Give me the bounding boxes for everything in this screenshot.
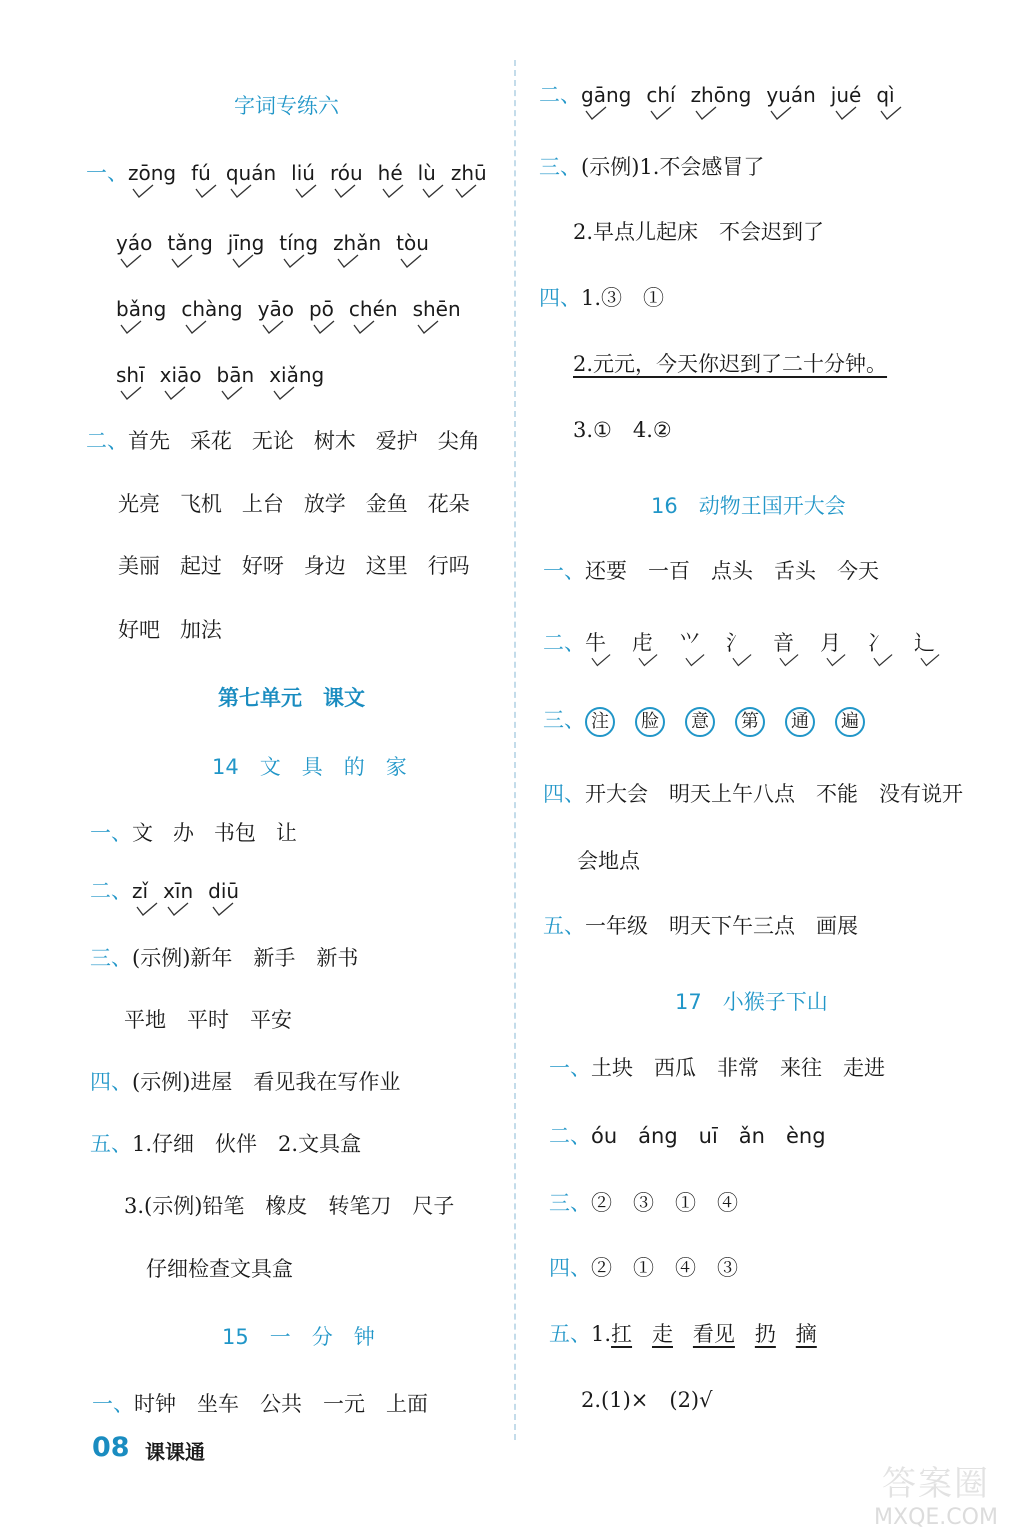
pinyin-answer: xīn — [163, 878, 193, 904]
pinyin-answer: fú — [191, 160, 211, 186]
word-answer: 首先 — [128, 429, 170, 453]
l17-q4: 四、② ① ④ ③ — [549, 1256, 738, 1280]
l16-q4: 四、开大会 明天上午八点 不能 没有说开 — [543, 782, 963, 806]
r-q4-cont2: 3.① 4.② — [573, 418, 672, 442]
right-column — [515, 0, 1026, 1536]
radical-answer: 音 — [773, 630, 794, 656]
check-mark-icon — [185, 320, 207, 334]
watermark — [846, 1456, 1026, 1536]
circled-character: 意 — [685, 707, 715, 737]
circled-character: 注 — [585, 707, 615, 737]
pinyin-answer: zhōng — [691, 82, 752, 108]
l14-q5-cont2: 仔细检查文具盒 — [146, 1257, 293, 1281]
l17-q5-cont: 2.(1)× (2)√ — [581, 1388, 713, 1412]
check-mark-icon — [120, 320, 142, 334]
pinyin-answer: shī — [116, 362, 145, 388]
q2-row-1 — [86, 428, 500, 454]
l14-q1: 一、文 办 书包 让 — [90, 821, 297, 845]
check-mark-icon — [353, 320, 375, 334]
underlined-word: 扔 — [754, 1322, 776, 1346]
check-mark-icon — [230, 184, 252, 198]
check-mark-icon — [313, 320, 335, 334]
check-mark-icon — [273, 386, 295, 400]
q2-row-2 — [118, 491, 490, 517]
l15-q1: 一、时钟 坐车 公共 一元 上面 — [92, 1392, 428, 1416]
check-mark-icon — [136, 902, 158, 916]
pinyin-answer: pō — [309, 296, 334, 322]
pinyin-answer: liú — [291, 160, 315, 186]
pinyin-answer: xiāo — [160, 362, 202, 388]
circled-character: 遍 — [835, 707, 865, 737]
check-mark-icon — [732, 653, 752, 667]
pinyin-answer: jué — [831, 82, 862, 108]
check-mark-icon — [826, 653, 846, 667]
check-mark-icon — [779, 653, 799, 667]
word-answer: 好呀 — [241, 554, 284, 578]
word-answer: 书包 — [213, 821, 256, 845]
pinyin-answer: shēn — [413, 296, 461, 322]
pinyin-answer: diū — [208, 878, 239, 904]
check-mark-icon — [591, 653, 611, 667]
check-mark-icon — [920, 653, 940, 667]
check-mark-icon — [132, 184, 154, 198]
pinyin-answer: tǎng — [167, 230, 212, 256]
pinyin-answer: jīng — [228, 230, 264, 256]
practice-heading: 字词专练六 — [234, 94, 339, 118]
q1-label: 一、 — [86, 161, 128, 185]
word-answer: 行吗 — [427, 554, 470, 578]
pinyin-answer: zhū — [451, 160, 487, 186]
pinyin-answer: bān — [217, 362, 255, 388]
l14-q3-cont: 平地 平时 平安 — [124, 1008, 292, 1032]
q1-row-4 — [116, 362, 339, 388]
pinyin-answer: yuán — [766, 82, 815, 108]
pinyin-answer: chén — [349, 296, 398, 322]
lesson-16-heading: 16 动物王国开大会 — [651, 494, 846, 518]
circled-character: 脸 — [635, 707, 665, 737]
pinyin-answer: hé — [378, 160, 403, 186]
radical-answer: 牛 — [585, 630, 606, 656]
book-title: 课课通 — [145, 1440, 205, 1464]
check-mark-icon — [685, 653, 705, 667]
q1-row-2 — [116, 230, 444, 256]
pinyin-answer: zǐ — [132, 878, 148, 904]
pinyin-answer: quán — [226, 160, 276, 186]
word-answer: 身边 — [303, 554, 346, 578]
l16-q2: 二、牛 虍 ⺍ 氵 音 月 冫 辶 — [543, 630, 961, 656]
l16-q4-cont: 会地点 — [577, 849, 640, 873]
pinyin-answer: tíng — [279, 230, 318, 256]
pinyin-answer: róu — [330, 160, 363, 186]
pinyin-answer: tòu — [396, 230, 429, 256]
word-answer: 花朵 — [427, 492, 470, 516]
check-mark-icon — [400, 254, 422, 268]
pinyin-answer: chí — [646, 82, 675, 108]
word-answer: 起过 — [179, 554, 222, 578]
unit-heading: 第七单元 课文 — [218, 686, 365, 710]
check-mark-icon — [120, 386, 142, 400]
check-mark-icon — [770, 106, 792, 120]
check-mark-icon — [873, 653, 893, 667]
pinyin-answer: yāo — [258, 296, 294, 322]
check-mark-icon — [382, 184, 404, 198]
q1-row-1 — [86, 160, 502, 186]
l14-q4: 四、(示例)进屋 看见我在写作业 — [90, 1070, 401, 1094]
check-mark-icon — [650, 106, 672, 120]
underlined-word: 扛 — [611, 1322, 633, 1346]
circled-character: 第 — [735, 707, 765, 737]
lesson-14-heading: 14 文 具 的 家 — [212, 755, 407, 779]
check-mark-icon — [283, 254, 305, 268]
lesson-17-heading: 17 小猴子下山 — [675, 990, 828, 1014]
lesson-15-heading: 15 一 分 钟 — [222, 1325, 375, 1349]
l16-q1: 一、还要 一百 点头 舌头 今天 — [543, 559, 879, 583]
pinyin-answer: gāng — [581, 82, 631, 108]
word-answer: 爱护 — [375, 429, 418, 453]
word-answer: 光亮 — [118, 492, 160, 516]
check-mark-icon — [295, 184, 317, 198]
check-mark-icon — [417, 320, 439, 334]
radical-answer: 虍 — [632, 630, 653, 656]
pinyin-answer: xiǎng — [269, 362, 324, 388]
radical-answer: 冫 — [867, 630, 888, 656]
check-mark-icon — [171, 254, 193, 268]
r-q3: 三、(示例)1.不会感冒了 — [539, 155, 765, 179]
check-mark-icon — [232, 254, 254, 268]
l17-q1: 一、土块 西瓜 非常 来往 走进 — [549, 1056, 885, 1080]
r-q4-cont: 2.元元，今天你迟到了二十分钟。 — [573, 352, 888, 376]
watermark-url: MXQE.COM — [874, 1505, 998, 1530]
check-mark-icon — [455, 184, 477, 198]
word-answer: 无论 — [251, 429, 294, 453]
word-answer: 采花 — [189, 429, 232, 453]
check-mark-icon — [334, 184, 356, 198]
l17-q5: 五、1.扛 走 看见 扔 摘 — [549, 1322, 817, 1346]
check-mark-icon — [422, 184, 444, 198]
check-mark-icon — [167, 902, 189, 916]
r-q2: 二、gāng chí zhōng yuán jué qì — [539, 82, 910, 108]
q2-row-3 — [118, 553, 490, 579]
check-mark-icon — [835, 106, 857, 120]
q2-label: 二、 — [86, 429, 128, 453]
l14-q2: 二、zǐ xīn diū — [90, 878, 254, 904]
check-mark-icon — [695, 106, 717, 120]
word-answer: 这里 — [365, 554, 408, 578]
radical-answer: 辶 — [914, 630, 935, 656]
q1-row-3 — [116, 296, 476, 322]
l14-q3: 三、(示例)新年 新手 新书 — [90, 946, 359, 970]
watermark-logo: 答案圈 — [882, 1464, 990, 1504]
word-answer: 让 — [275, 821, 297, 845]
radical-answer: 氵 — [726, 630, 747, 656]
word-answer: 飞机 — [179, 492, 222, 516]
l14-q5: 五、1.仔细 伙伴 2.文具盒 — [90, 1132, 362, 1156]
pinyin-answer: bǎng — [116, 296, 166, 322]
check-mark-icon — [262, 320, 284, 334]
check-mark-icon — [195, 184, 217, 198]
pinyin-answer: qì — [876, 82, 894, 108]
pinyin-answer: zōng — [128, 160, 176, 186]
page-number: 08 — [92, 1432, 130, 1463]
r-q3-cont: 2.早点儿起床 不会迟到了 — [573, 220, 825, 244]
l17-q3: 三、② ③ ① ④ — [549, 1191, 738, 1215]
word-answer: 树木 — [313, 429, 356, 453]
underlined-word: 走 — [651, 1322, 673, 1346]
check-mark-icon — [120, 254, 142, 268]
word-answer: 办 — [172, 821, 194, 845]
radical-answer: ⺍ — [679, 630, 700, 656]
l16-q3: 三、 注 脸 意 第 通 遍 — [543, 707, 885, 737]
word-answer: 加法 — [179, 618, 222, 642]
word-answer: 文 — [132, 821, 153, 845]
check-mark-icon — [337, 254, 359, 268]
check-mark-icon — [585, 106, 607, 120]
check-mark-icon — [212, 902, 234, 916]
word-answer: 金鱼 — [365, 492, 408, 516]
l14-q5-cont: 3.(示例)铅笔 橡皮 转笔刀 尺子 — [124, 1194, 455, 1218]
word-answer: 好吧 — [118, 618, 160, 642]
radical-answer: 月 — [820, 630, 841, 656]
word-answer: 上台 — [241, 492, 284, 516]
r-q4: 四、1.③ ① — [539, 286, 665, 310]
check-mark-icon — [880, 106, 902, 120]
l17-q2: 二、óu áng uī ǎn èng — [549, 1124, 826, 1148]
underlined-word: 摘 — [795, 1322, 817, 1346]
pinyin-answer: zhǎn — [333, 230, 381, 256]
underlined-word: 看见 — [692, 1322, 735, 1346]
word-answer: 放学 — [303, 492, 346, 516]
check-mark-icon — [221, 386, 243, 400]
pinyin-answer: yáo — [116, 230, 152, 256]
circled-character: 通 — [785, 707, 815, 737]
pinyin-answer: chàng — [181, 296, 242, 322]
word-answer: 尖角 — [437, 429, 480, 453]
check-mark-icon — [638, 653, 658, 667]
pinyin-answer: lù — [418, 160, 436, 186]
check-mark-icon — [164, 386, 186, 400]
word-answer: 美丽 — [118, 554, 160, 578]
l16-q5: 五、一年级 明天下午三点 画展 — [543, 914, 858, 938]
q2-row-4 — [118, 617, 242, 643]
